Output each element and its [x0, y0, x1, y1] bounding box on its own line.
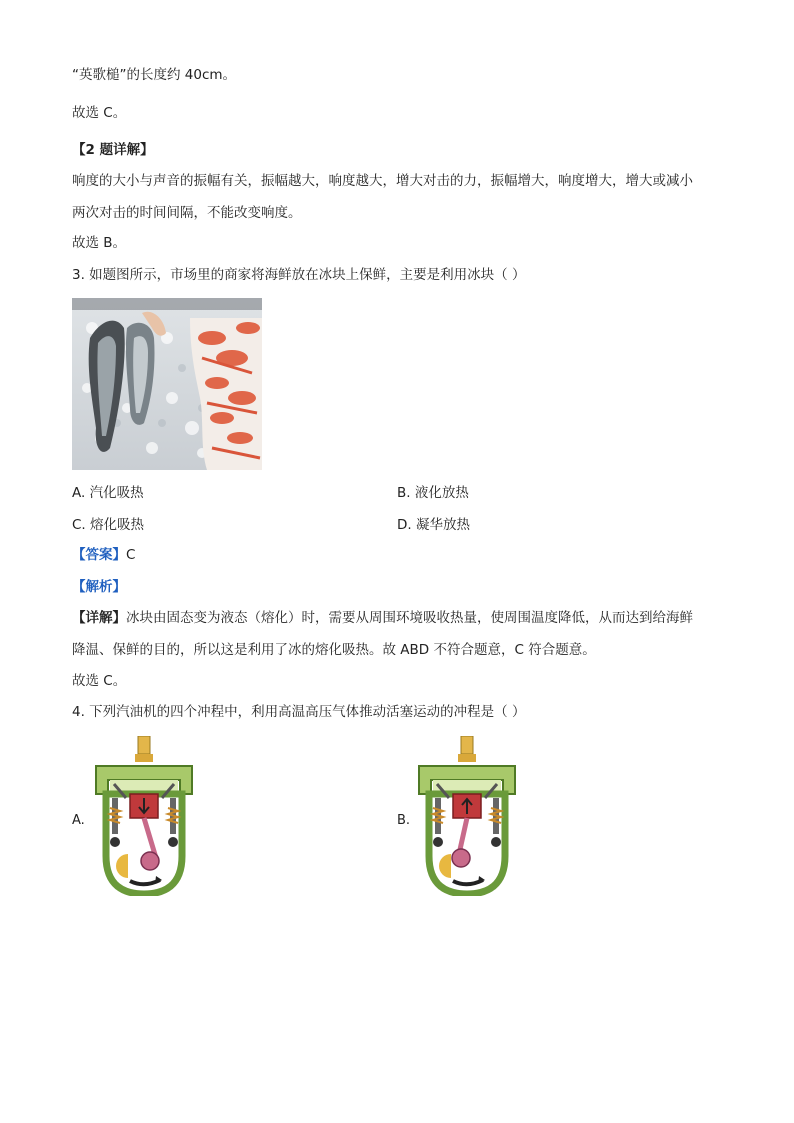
seafood-ice-photo [72, 298, 262, 470]
engine-diagram-b [415, 736, 519, 896]
detail-text: 冰块由固态变为液态（熔化）时，需要从周围环境吸收热量，使周围温度降低，从而达到给海鲜 [126, 610, 693, 626]
q3-option-b: B. 液化放热 [397, 485, 469, 501]
q1-text: “英歌槌”的长度约 40cm。 [72, 67, 237, 83]
q3-question: 3. 如题图所示，市场里的商家将海鲜放在冰块上保鲜，主要是利用冰块（ ） [72, 267, 526, 283]
answer-tag: 【答案】 [72, 547, 126, 563]
q2-para-line1: 响度的大小与声音的振幅有关，振幅越大，响度越大，增大对击的力，振幅增大，响度增大，增大或减小 [72, 173, 693, 189]
q3-option-a: A. 汽化吸热 [72, 485, 144, 501]
answer-value: C [126, 547, 136, 563]
q2-conclusion: 故选 B。 [72, 235, 127, 251]
q4-option-a-label: A. [72, 813, 85, 828]
q3-option-c: C. 熔化吸热 [72, 517, 145, 533]
q3-conclusion: 故选 C。 [72, 673, 127, 689]
q4-question: 4. 下列汽油机的四个冲程中，利用高温高压气体推动活塞运动的冲程是（ ） [72, 704, 526, 720]
q2-para-line2: 两次对击的时间间隔，不能改变响度。 [72, 205, 302, 221]
q3-analysis-tag: 【解析】 [72, 579, 126, 595]
q3-detail-line1 [72, 609, 693, 627]
q4-option-b-label: B. [397, 813, 411, 828]
q3-option-d: D. 凝华放热 [397, 517, 470, 533]
q3-detail-line2: 降温、保鲜的目的，所以这是利用了冰的熔化吸热。故 ABD 不符合题意，C 符合题意。 [72, 642, 596, 658]
q2-heading: 【2 题详解】 [72, 142, 154, 158]
q3-answer [72, 546, 135, 564]
detail-tag: 【详解】 [72, 610, 126, 626]
engine-diagram-a [92, 736, 196, 896]
q1-conclusion: 故选 C。 [72, 105, 127, 121]
